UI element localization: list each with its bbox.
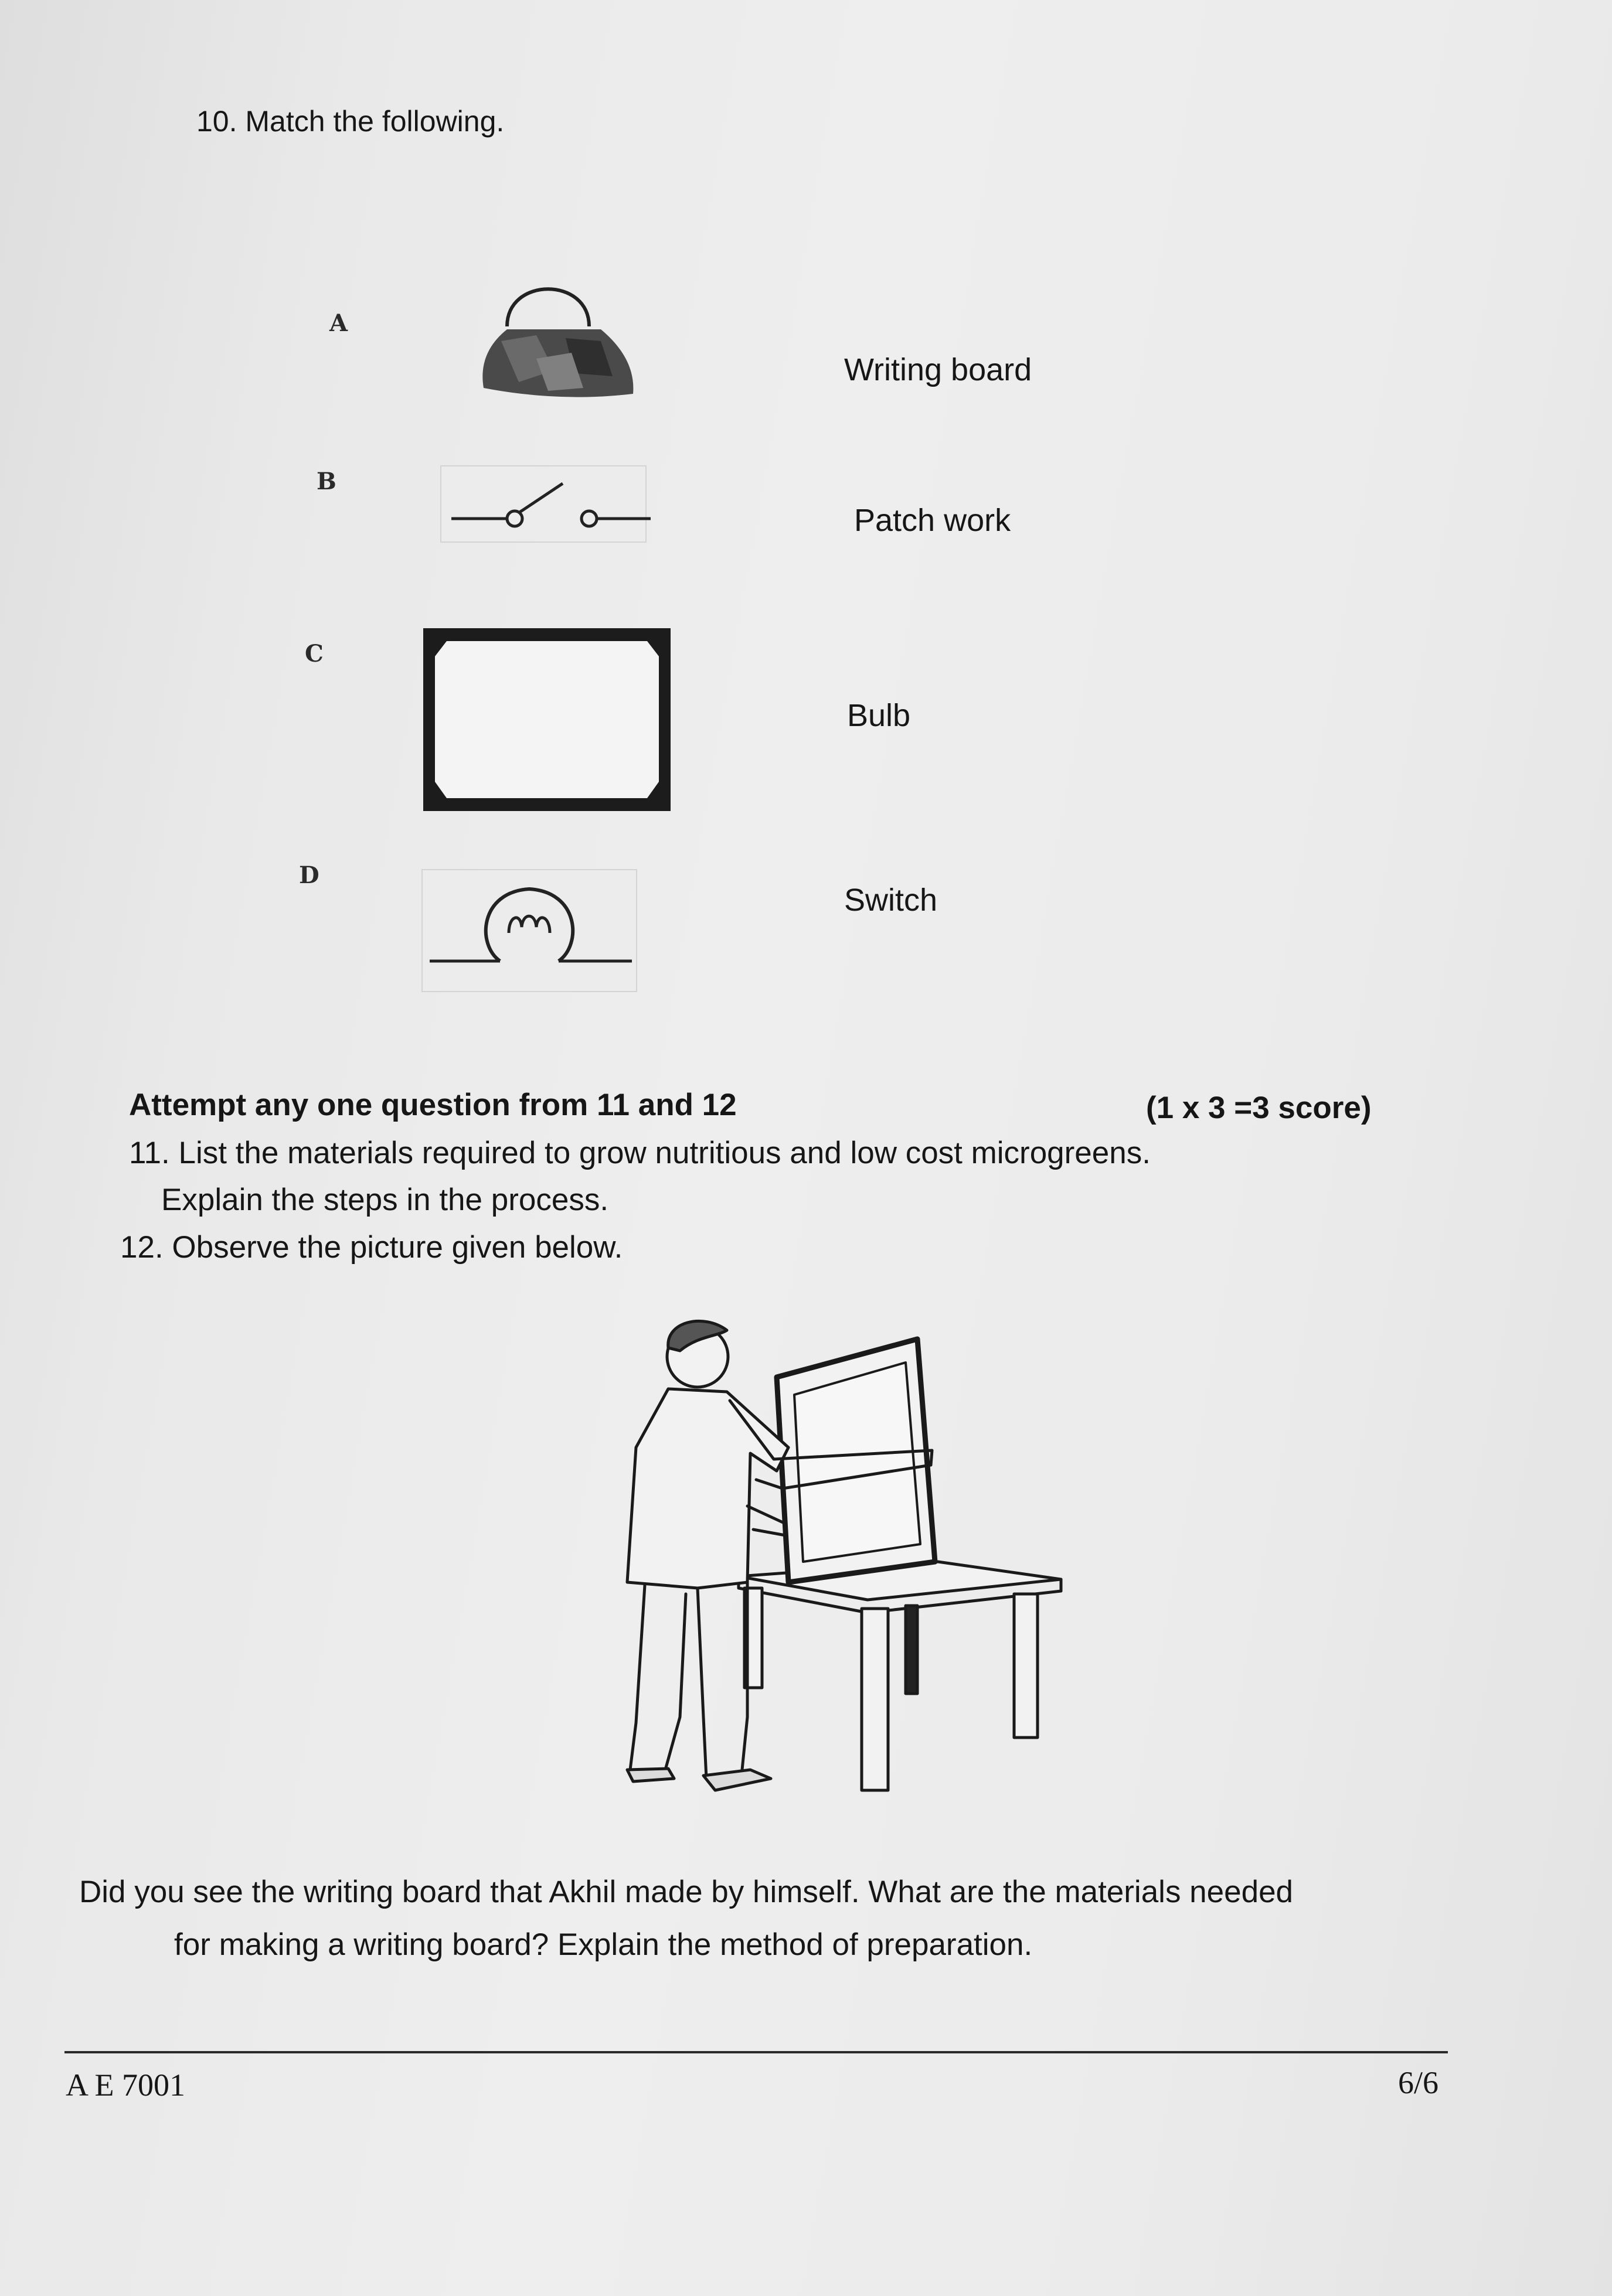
footer-page-number: 6/6 xyxy=(1398,2065,1439,2100)
match-letter-a: A xyxy=(329,309,348,337)
question-12-line-2: for making a writing board? Explain the method of preparation. xyxy=(174,1927,1033,1962)
bulb-symbol-icon xyxy=(421,868,639,993)
match-option-2: Patch work xyxy=(854,503,1011,538)
match-option-1: Writing board xyxy=(844,352,1032,387)
match-option-4: Switch xyxy=(844,883,938,918)
match-letter-c: C xyxy=(305,640,324,667)
question-11-line-2: Explain the steps in the process. xyxy=(161,1183,609,1217)
question-10-title: 10. Match the following. xyxy=(196,105,505,138)
footer-divider xyxy=(64,2051,1448,2053)
man-holding-writing-board-icon xyxy=(610,1313,1079,1805)
writing-board-icon xyxy=(423,628,671,811)
section-score: (1 x 3 =3 score) xyxy=(1146,1091,1372,1125)
section-instruction: Attempt any one question from 11 and 12 xyxy=(129,1088,737,1122)
question-12-line-1: Did you see the writing board that Akhil made by himself. What are the materials needed xyxy=(79,1875,1294,1909)
question-12-intro: 12. Observe the picture given below. xyxy=(120,1230,623,1265)
match-letter-b: B xyxy=(317,468,336,495)
patchwork-bag-icon xyxy=(466,271,642,406)
switch-symbol-icon xyxy=(440,463,651,545)
question-11-line-1: 11. List the materials required to grow nutritious and low cost microgreens. xyxy=(129,1136,1151,1170)
match-option-3: Bulb xyxy=(847,698,911,733)
match-letter-d: D xyxy=(299,861,319,889)
footer-code: A E 7001 xyxy=(66,2067,186,2103)
